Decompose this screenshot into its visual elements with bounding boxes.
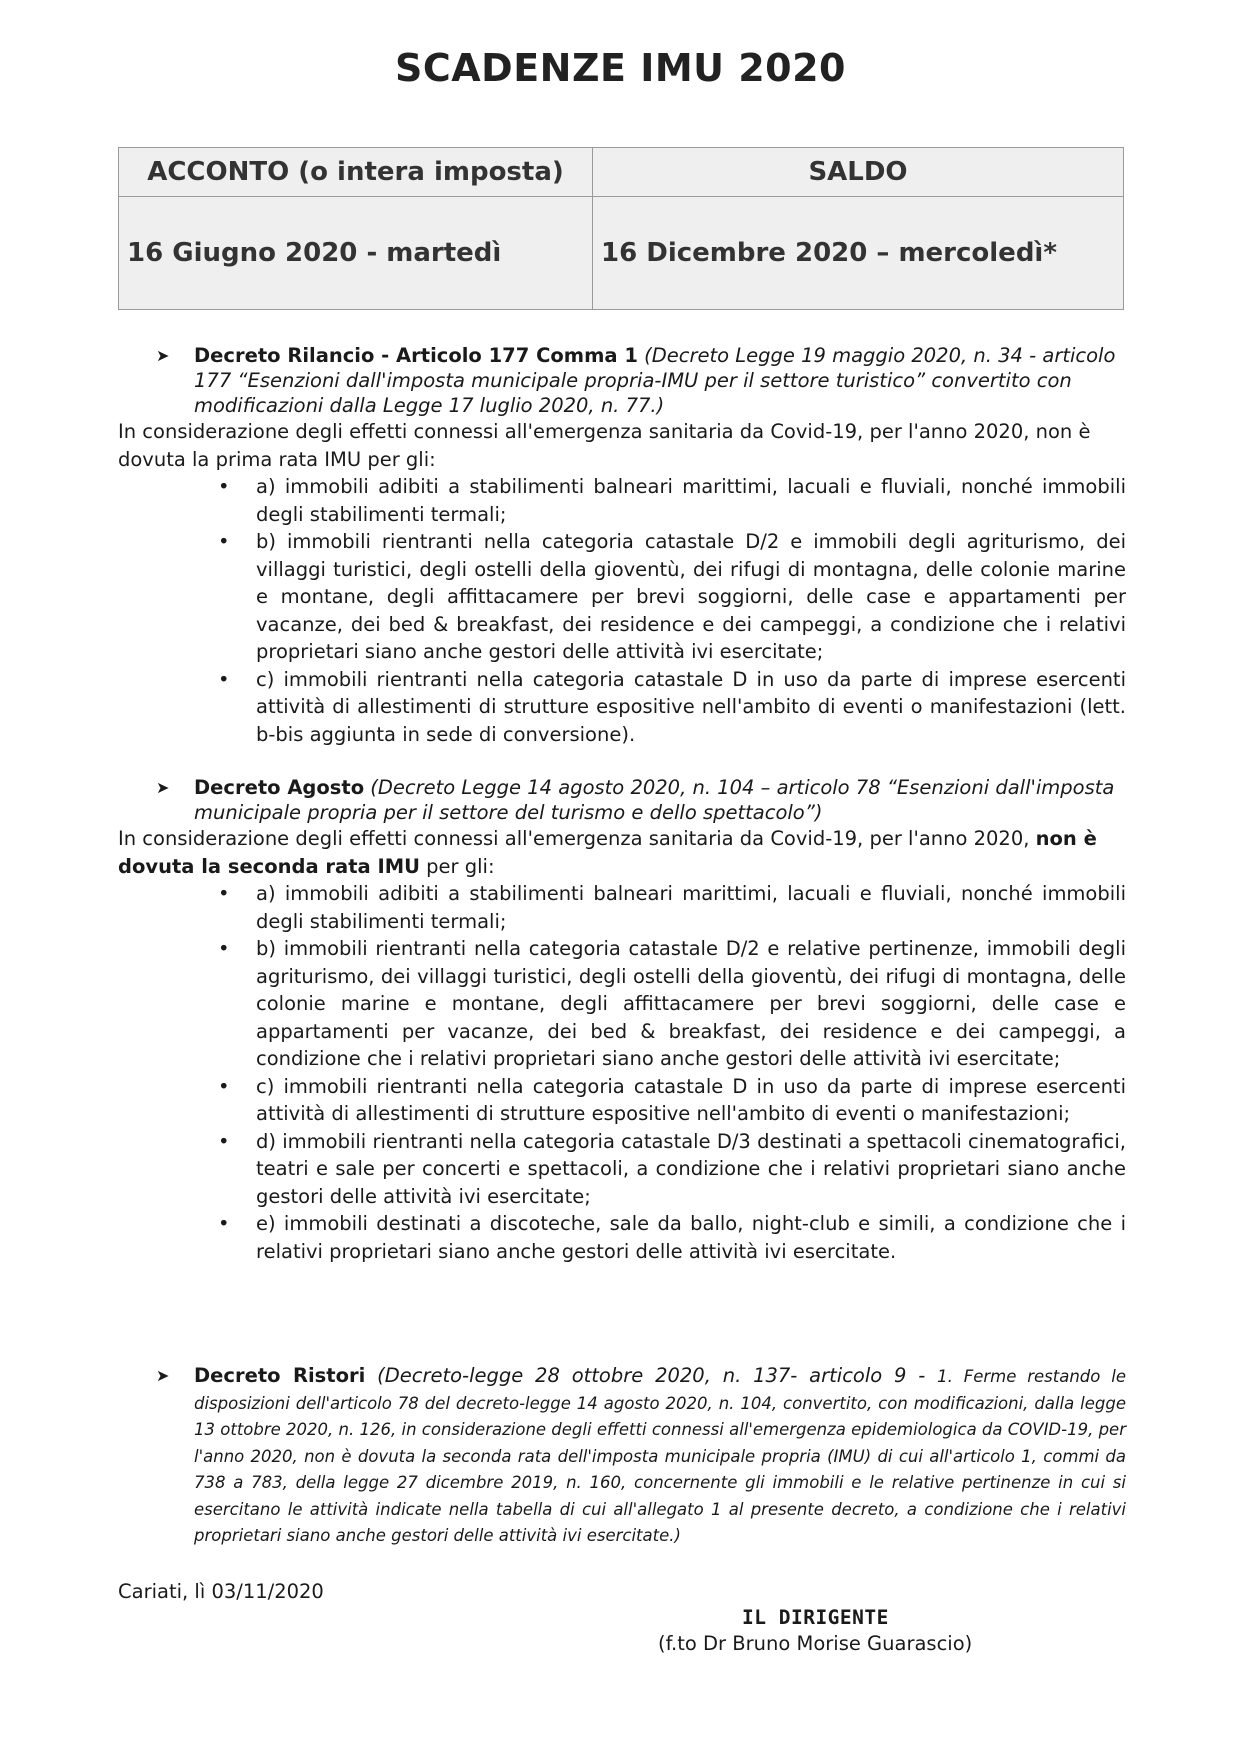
decree-reference: (Decreto Legge 14 agosto 2020, n. 104 – articolo 78 “Esenzioni dall'imposta municipale propria per il settore del turismo e dello spettacolo”) xyxy=(194,776,1115,824)
section-intro: In considerazione degli effetti connessi all'emergenza sanitaria da Covid-19, per l'anno 2020, non è dovuta la prima rata IMU per gli: xyxy=(118,420,1091,471)
bullet-icon: • xyxy=(218,475,230,498)
list-item: • c) immobili rientranti nella categoria catastale D in uso da parte di imprese esercenti attività di allestimenti di strutture espositive nell'ambito di eventi o manifestazioni (lett. b-bis aggiunta in sede di conversione). xyxy=(218,667,1126,746)
signature-title: IL DIRIGENTE xyxy=(742,1606,889,1629)
exemption-list xyxy=(118,473,1126,748)
bullet-icon: • xyxy=(218,937,230,960)
list-item: • e) immobili destinati a discoteche, sale da ballo, night-club e simili, a condizione che i relativi proprietari siano anche gestori delle attività ivi esercitate. xyxy=(218,1212,1126,1263)
table-row xyxy=(119,197,1124,310)
date-saldo: 16 Dicembre 2020 – mercoledì* xyxy=(593,197,1124,310)
header-acconto: ACCONTO (o intera imposta) xyxy=(119,148,593,197)
page-title: SCADENZE IMU 2020 xyxy=(394,46,846,90)
section-decreto-rilancio xyxy=(118,343,1126,748)
table-header-row xyxy=(119,148,1124,197)
decree-heading xyxy=(118,775,1126,825)
section-intro: In considerazione degli effetti connessi all'emergenza sanitaria da Covid-19, per l'anno 2020, non è dovuta la seconda rata IMU per gli: xyxy=(118,827,1097,878)
list-item: • a) immobili adibiti a stabilimenti balneari marittimi, lacuali e fluviali, nonché immobili degli stabilimenti termali; xyxy=(218,882,1126,933)
arrow-bullet-icon: ➤ xyxy=(156,346,170,365)
header-saldo: SALDO xyxy=(593,148,1124,197)
exemption-list xyxy=(118,880,1126,1265)
list-item: • a) immobili adibiti a stabilimenti balneari marittimi, lacuali e fluviali, nonché immobili degli stabilimenti termali; xyxy=(218,475,1126,526)
bullet-icon: • xyxy=(218,667,230,691)
list-item: • d) immobili rientranti nella categoria catastale D/3 destinati a spettacoli cinematografici, teatri e sale per concerti e spettacoli, a condizione che i relativi proprietari siano anche gestori delle attività ivi esercitate; xyxy=(218,1129,1126,1208)
decree-reference: (Decreto-legge 28 ottobre 2020, n. 137- articolo 9 - xyxy=(365,1364,938,1387)
decree-heading xyxy=(118,343,1126,418)
arrow-bullet-icon: ➤ xyxy=(156,778,170,797)
place-date: Cariati, lì 03/11/2020 xyxy=(118,1580,324,1603)
bullet-icon: • xyxy=(218,1074,230,1098)
date-acconto: 16 Giugno 2020 - martedì xyxy=(119,197,593,310)
decree-name: Decreto Agosto xyxy=(194,776,365,799)
section-decreto-ristori xyxy=(118,1363,1126,1549)
decree-name: Decreto Rilancio - Articolo 177 Comma 1 xyxy=(194,344,638,367)
list-item: • c) immobili rientranti nella categoria catastale D in uso da parte di imprese esercenti attività di allestimenti di strutture espositive nell'ambito di eventi o manifestazioni; xyxy=(218,1074,1126,1125)
section-decreto-agosto xyxy=(118,775,1126,1265)
arrow-bullet-icon: ➤ xyxy=(156,1366,170,1385)
decree-heading xyxy=(118,1363,1126,1549)
decree-name: Decreto Ristori xyxy=(194,1364,366,1387)
list-item: • b) immobili rientranti nella categoria catastale D/2 e immobili degli agriturismo, dei villaggi turistici, degli ostelli della gioventù, dei rifugi di montagna, delle colonie marine e montane, degli affittacamere per brevi soggiorni, delle case e appartamenti per vacanze, dei bed & breakfast, dei residence e dei campeggi, a condizione che i relativi proprietari siano anche gestori delle attività ivi esercitate; xyxy=(218,530,1126,663)
bullet-icon: • xyxy=(218,882,230,905)
deadlines-table xyxy=(118,147,1124,310)
bullet-icon: • xyxy=(218,1212,230,1235)
signature-name: (f.to Dr Bruno Morise Guarascio) xyxy=(658,1632,973,1655)
emphasis-text: non è dovuta la seconda rata IMU xyxy=(118,827,1097,878)
bullet-icon: • xyxy=(218,530,230,553)
decree-reference: (Decreto Legge 19 maggio 2020, n. 34 - articolo 177 “Esenzioni dall'imposta municipale propria-IMU per il settore turistico” convertito con modificazioni dalla Legge 17 luglio 2020, n. 77.) xyxy=(194,344,1116,417)
bullet-icon: • xyxy=(218,1129,230,1153)
list-item: • b) immobili rientranti nella categoria catastale D/2 e relative pertinenze, immobili degli agriturismo, dei villaggi turistici, degli ostelli della gioventù, dei rifugi di montagna, delle colonie marine e montane, degli affittacamere per brevi soggiorni, delle case e appartamenti per vacanze, dei bed & breakfast, dei residence e dei campeggi, a condizione che i relativi proprietari siano anche gestori delle attività ivi esercitate; xyxy=(218,937,1126,1070)
decree-text: 1. Ferme restando le disposizioni dell'articolo 78 del decreto-legge 14 agosto 2020, n. 104, convertito, con modificazioni, dalla legge 13 ottobre 2020, n. 126, in considerazione degli effetti connessi all'emergenza epidemiologica da COVID-19, per l'anno 2020, non è dovuta la seconda rata dell'imposta municipale propria (IMU) di cui all'articolo 1, commi da 738 a 783, della legge 27 dicembre 2019, n. 160, concernente gli immobili e le relative pertinenze in cui si esercitano le attività indicate nella tabella di cui all'allegato 1 al presente decreto, a condizione che i relativi proprietari siano anche gestori delle attività ivi esercitate.) xyxy=(194,1367,1126,1545)
